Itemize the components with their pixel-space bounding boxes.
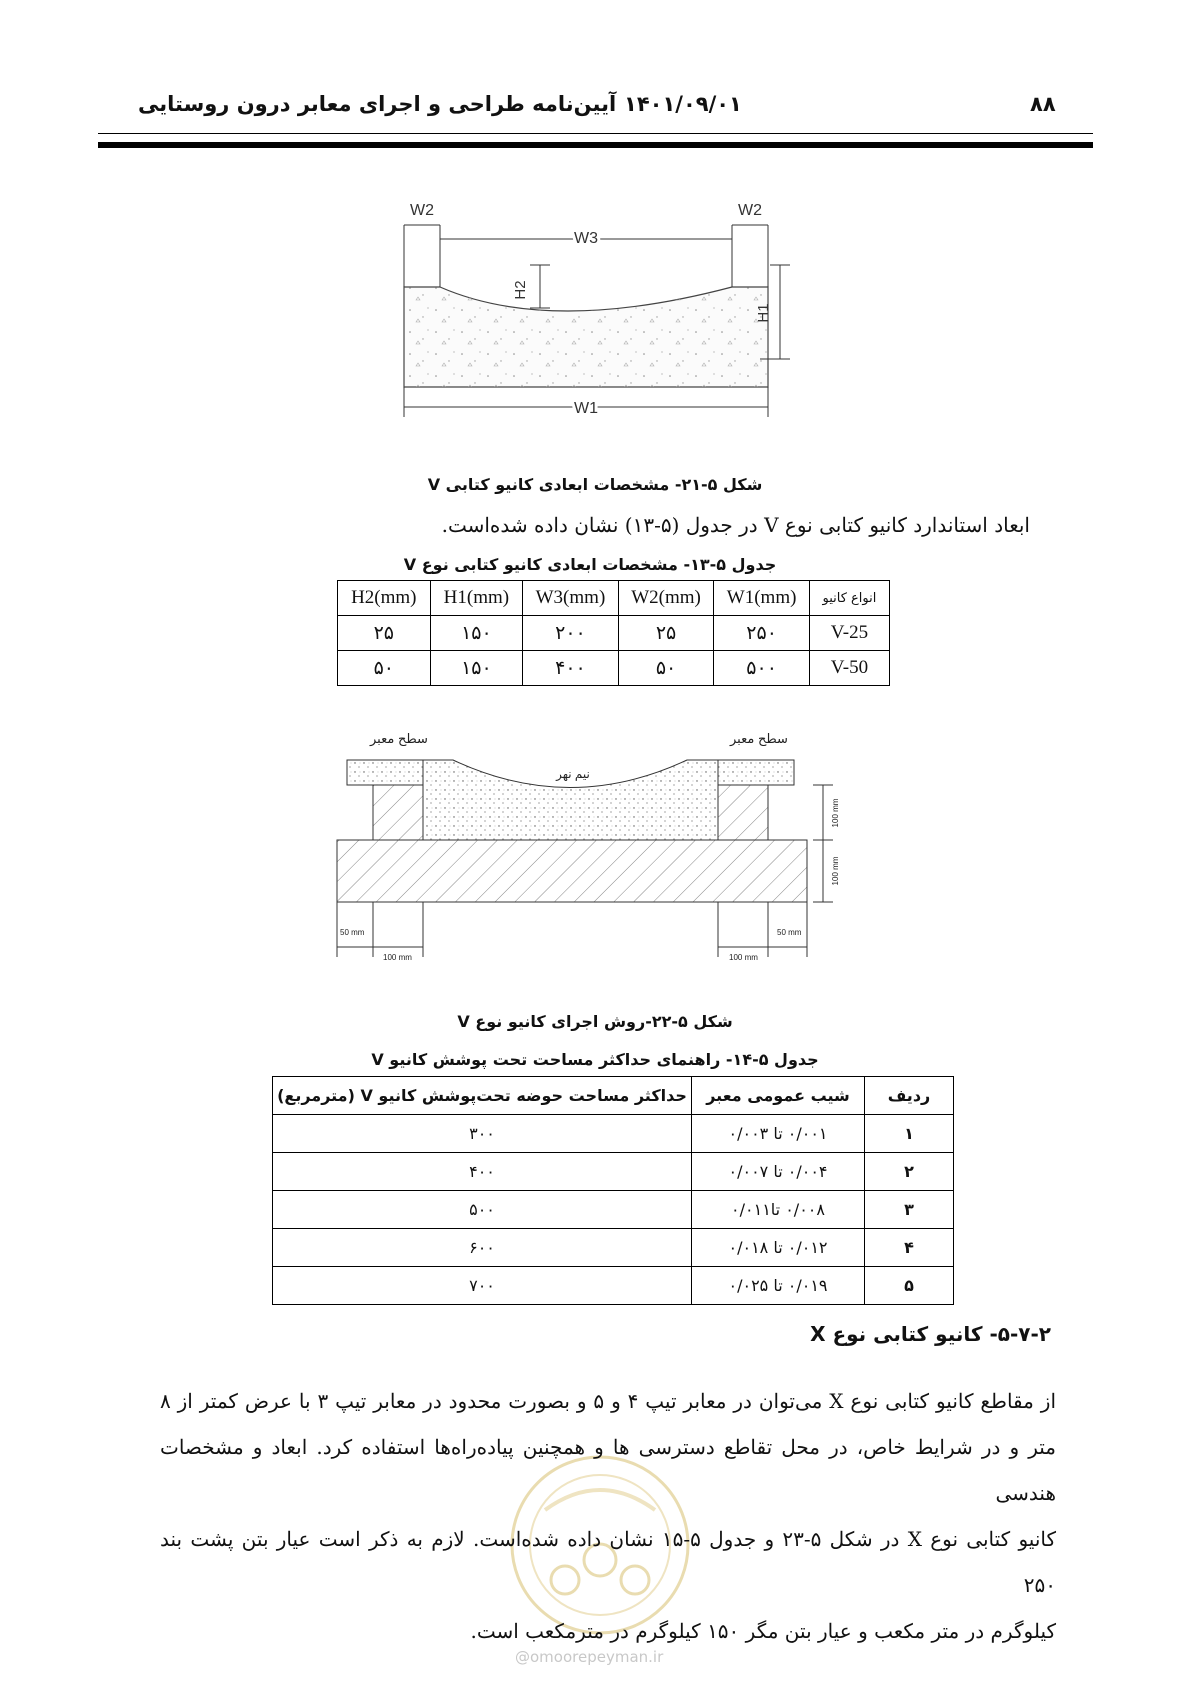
- label-dim-100-right: 100 mm: [729, 953, 758, 962]
- paragraph-line: متر و در شرایط خاص، در محل تقاطع دسترسی ها و همچنین پیاده‌راه‌ها استفاده کرد. ابعاد و مشخصات هندسی: [160, 1435, 1056, 1505]
- table-row: [338, 651, 890, 686]
- table-cell: ۰/۰۰۸ تا۰/۰۱۱: [692, 1191, 865, 1229]
- table-header-cell: شیب عمومی معبر: [692, 1077, 865, 1115]
- label-w2-left: W2: [410, 202, 434, 219]
- figure-21-diagram: [380, 195, 820, 455]
- table-header-cell: W1(mm): [714, 581, 810, 616]
- table-header-cell: W3(mm): [523, 581, 619, 616]
- table-cell: V-25: [809, 616, 889, 651]
- table-cell: ۰/۰۱۹ تا ۰/۰۲۵: [692, 1267, 865, 1305]
- figure-22-diagram: [335, 725, 895, 970]
- label-dim-50-left: 50 mm: [340, 928, 365, 937]
- header-title: آیین‌نامه طراحی و اجرای معابر درون روستایی: [138, 92, 617, 116]
- table-header-cell: H2(mm): [338, 581, 431, 616]
- table-row: [273, 1115, 954, 1153]
- table-header-cell: حداکثر مساحت حوضه تحت‌پوشش کانیو V (مترمربع): [273, 1077, 692, 1115]
- table-cell: ۲: [865, 1153, 954, 1191]
- label-half-channel: نیم نهر: [556, 767, 590, 781]
- table-cell: ۳۰۰: [273, 1115, 692, 1153]
- paragraph-line: کانیو کتابی نوع X در شکل ۵-۲۳ و جدول ۵-۱۵ نشان داده شده‌است. لازم به ذکر است عیار بتن پشت بند ۲۵۰: [160, 1527, 1057, 1597]
- label-road-surface-right: سطح معبر: [730, 731, 788, 746]
- table-cell: ۴۰۰: [273, 1153, 692, 1191]
- intro-paragraph: ابعاد استاندارد کانیو کتابی نوع V در جدول (۵-۱۳) نشان داده شده‌است.: [441, 513, 1030, 537]
- table-cell: ۴۰۰: [523, 651, 619, 686]
- table-13-caption: جدول ۵-۱۳- مشخصات ابعادی کانیو کتابی نوع V: [403, 555, 777, 574]
- table-cell: ۶۰۰: [273, 1229, 692, 1267]
- table-14-caption: جدول ۵-۱۴- راهنمای حداکثر مساحت تحت پوشش کانیو V: [371, 1050, 819, 1069]
- table-cell: ۵۰: [338, 651, 431, 686]
- table-cell: ۰/۰۰۱ تا ۰/۰۰۳: [692, 1115, 865, 1153]
- table-cell: ۱: [865, 1115, 954, 1153]
- table-cell: ۲۵۰: [714, 616, 810, 651]
- table-cell: ۴: [865, 1229, 954, 1267]
- watermark-text: @omoorepeyman.ir: [515, 1648, 664, 1666]
- table-header-cell: H1(mm): [430, 581, 523, 616]
- table-row: [273, 1267, 954, 1305]
- figure-21-caption: شکل ۵-۲۱- مشخصات ابعادی کانیو کتابی V: [427, 475, 763, 494]
- table-row: [273, 1191, 954, 1229]
- table-cell: ۰/۰۱۲ تا ۰/۰۱۸: [692, 1229, 865, 1267]
- label-w1: W1: [574, 400, 598, 417]
- label-h2: H2: [512, 280, 529, 300]
- paragraph-line: کیلوگرم در متر مکعب و عیار بتن مگر ۱۵۰ کیلوگرم در مترمکعب است.: [470, 1619, 1056, 1643]
- table-row: [338, 616, 890, 651]
- table-header-row: [273, 1077, 954, 1115]
- label-w2-right: W2: [738, 202, 762, 219]
- label-dim-100-top: 100 mm: [831, 798, 840, 828]
- section-heading: ۵-۷-۲- کانیو کتابی نوع X: [810, 1322, 1051, 1346]
- table-header-cell: W2(mm): [618, 581, 714, 616]
- table-cell: ۱۵۰: [430, 651, 523, 686]
- table-cell: ۲۰۰: [523, 616, 619, 651]
- table-cell: ۵۰۰: [714, 651, 810, 686]
- table-cell: ۲۵: [338, 616, 431, 651]
- table-row: [273, 1153, 954, 1191]
- label-dim-100-bottom: 100 mm: [831, 856, 840, 886]
- table-cell: ۵۰: [618, 651, 714, 686]
- label-w3: W3: [574, 230, 598, 247]
- label-dim-50-right: 50 mm: [777, 928, 802, 937]
- table-14: [272, 1076, 954, 1305]
- label-road-surface-left: سطح معبر: [370, 731, 428, 746]
- table-cell: ۲۵: [618, 616, 714, 651]
- table-cell: ۳: [865, 1191, 954, 1229]
- header-date: ۱۴۰۱/۰۹/۰۱: [624, 92, 742, 116]
- table-header-cell: انواع کانیو: [809, 581, 889, 616]
- table-13: [337, 580, 890, 686]
- table-cell: ۰/۰۰۴ تا ۰/۰۰۷: [692, 1153, 865, 1191]
- paragraph-line: از مقاطع کانیو کتابی نوع X می‌توان در معابر تیپ ۴ و ۵ و بصورت محدود در معابر تیپ ۳ با عرض کمتر از ۸: [160, 1389, 1056, 1413]
- table-cell: ۱۵۰: [430, 616, 523, 651]
- header-rule-thin: [98, 133, 1093, 134]
- figure-22-caption: شکل ۵-۲۲-روش اجرای کانیو نوع V: [457, 1012, 733, 1031]
- table-header-cell: ردیف: [865, 1077, 954, 1115]
- page-number: ۸۸: [1030, 92, 1056, 116]
- table-cell: ۵۰۰: [273, 1191, 692, 1229]
- header-rule-thick: [98, 142, 1093, 148]
- label-dim-100-left: 100 mm: [383, 953, 412, 962]
- section-paragraph: [160, 1378, 1056, 1654]
- label-h1: H1: [755, 303, 772, 323]
- table-cell: ۵: [865, 1267, 954, 1305]
- table-header-row: [338, 581, 890, 616]
- table-cell: ۷۰۰: [273, 1267, 692, 1305]
- table-row: [273, 1229, 954, 1267]
- table-cell: V-50: [809, 651, 889, 686]
